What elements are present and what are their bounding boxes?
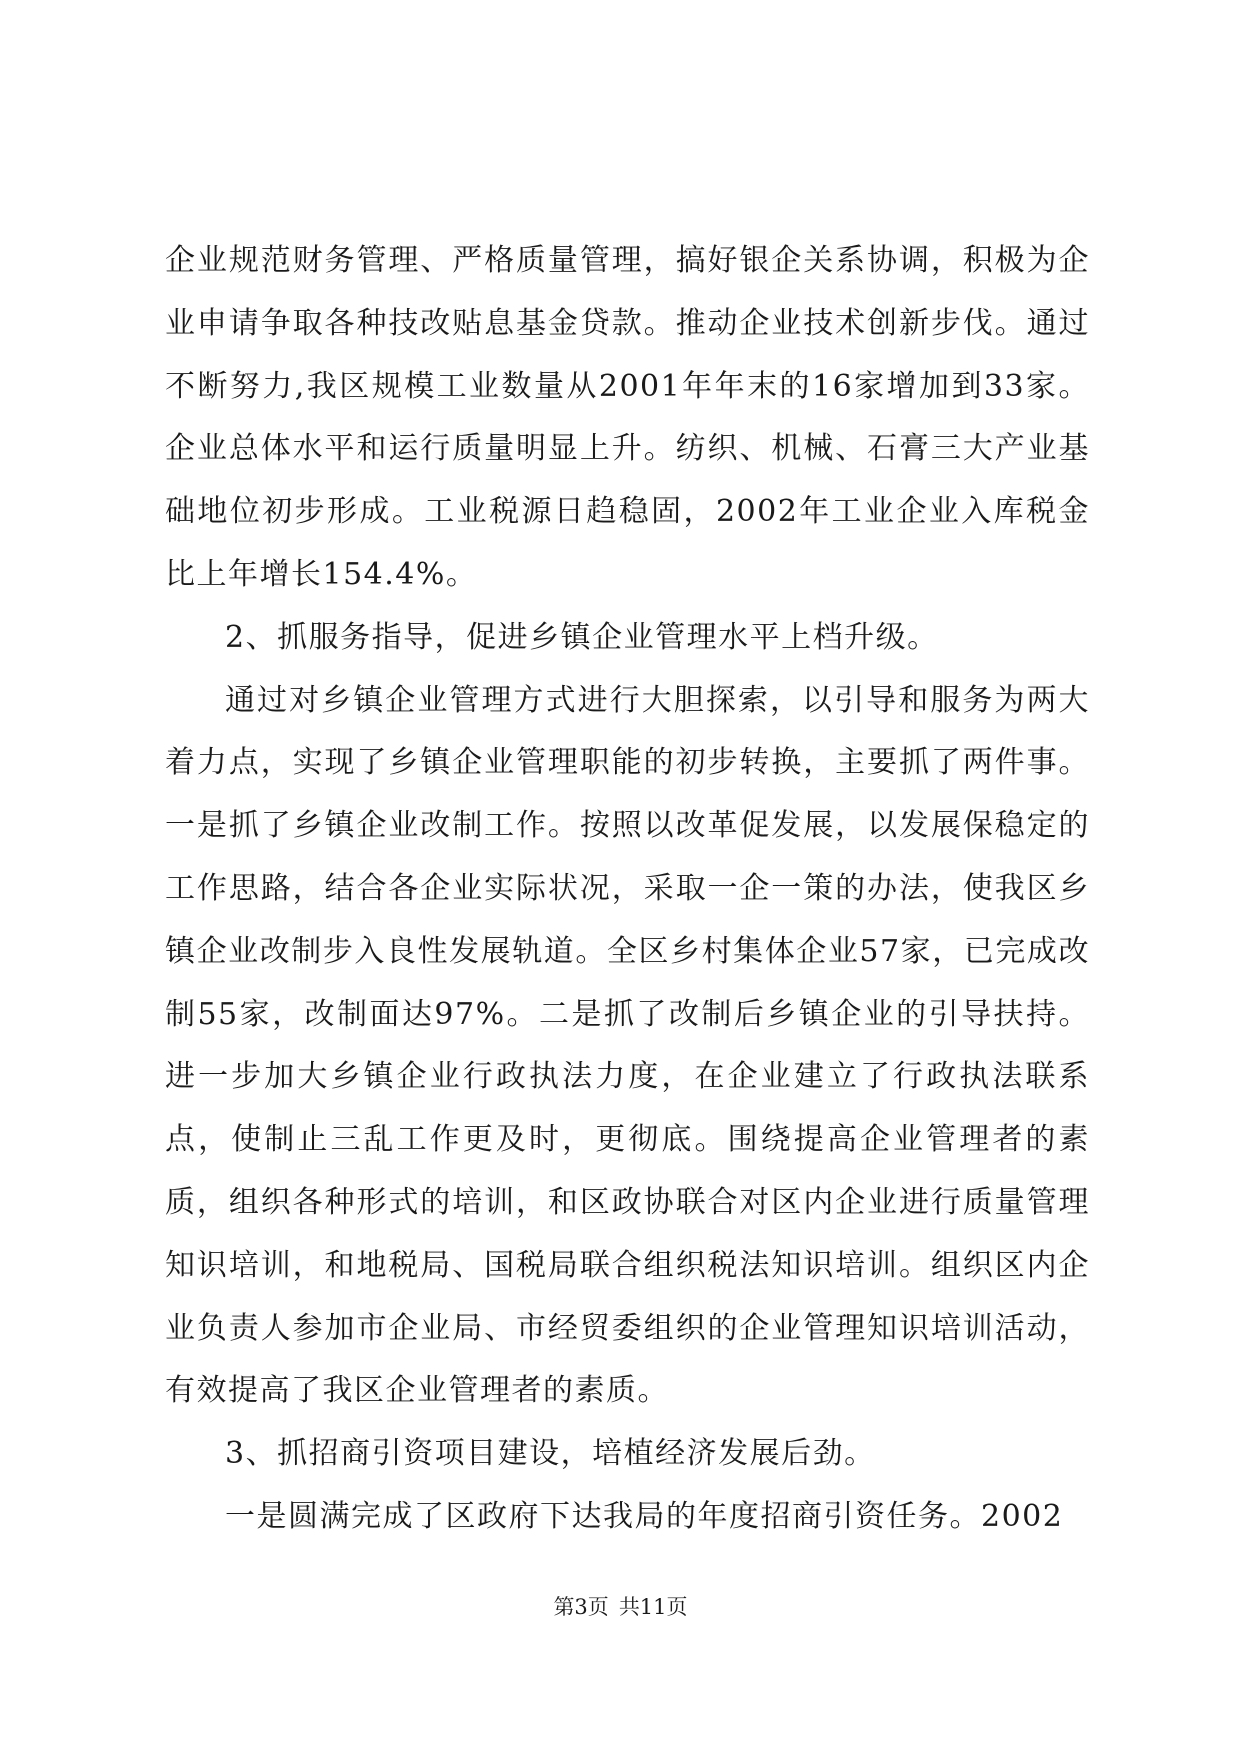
paragraph-4-heading: 3、抓招商引资项目建设，培植经济发展后劲。 xyxy=(225,1436,876,1472)
paragraph-3: 通过对乡镇企业管理方式进行大胆探索，以引导和服务为两大着力点，实现了乡镇企业管理职能的初步转换，主要抓了两件事。一是抓了乡镇企业改制工作。按照以改革促发展，以发展保稳定的工作思路，结合各企业实际状况，采取一企一策的办法，使我区乡镇企业改制步入良性发展轨道。全区乡村集体企业57家，已完成改制55家，改制面达97%。二是抓了改制后乡镇企业的引导扶持。进一步加大乡镇企业行政执法力度，在企业建立了行政执法联系点，使制止三乱工作更及时，更彻底。围绕提高企业管理者的素质，组织各种形式的培训，和区政协联合对区内企业进行质量管理知识培训，和地税局、国税局联合组织税法知识培训。组织区内企业负责人参加市企业局、市经贸委组织的企业管理知识培训活动，有效提高了我区企业管理者的素质。 xyxy=(165,682,1090,1409)
page-number: 第3页 xyxy=(553,1595,609,1619)
paragraph-5: 一是圆满完成了区政府下达我局的年度招商引资任务。2002 xyxy=(225,1498,1064,1534)
paragraph-2-heading: 2、抓服务指导，促进乡镇企业管理水平上档升级。 xyxy=(225,619,939,655)
paragraph-1: 企业规范财务管理、严格质量管理，搞好银企关系协调，积极为企业申请争取各种技改贴息基金贷款。推动企业技术创新步伐。通过不断努力,我区规模工业数量从2001年年末的16家增加到33家。企业总体水平和运行质量明显上升。纺织、机械、石膏三大产业基础地位初步形成。工业税源日趋稳固，2002年工业企业入库税金比上年增长154.4%。 xyxy=(165,243,1090,592)
page-footer xyxy=(0,1592,1241,1622)
document-body xyxy=(165,230,1090,1549)
page-total: 共11页 xyxy=(618,1595,688,1619)
